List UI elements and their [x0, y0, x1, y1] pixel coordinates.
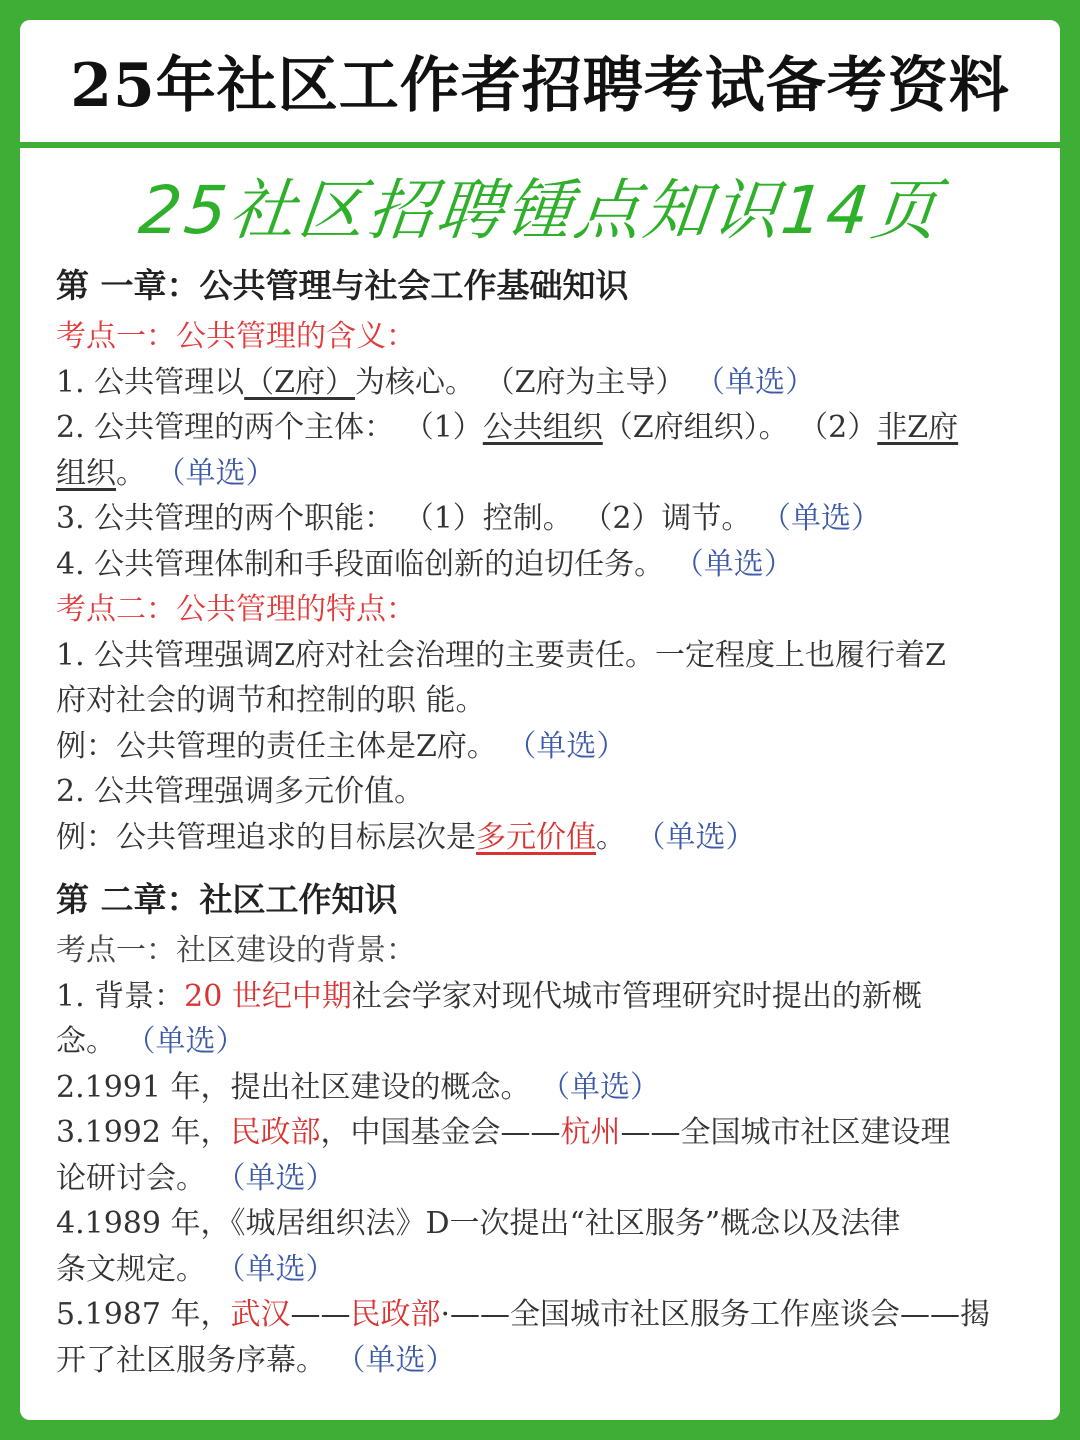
- text: 开了社区服务序幕。: [56, 1342, 326, 1378]
- page-title: 25年社区工作者招聘考试备考资料: [70, 51, 1010, 121]
- question-type-tag: （单选）: [760, 501, 881, 536]
- highlighted-term: 多元价值: [476, 819, 596, 855]
- question-type-tag: （单选）: [215, 1251, 336, 1287]
- text: 3. 公共管理的两个职能： （1）控制。 （2）调节。: [56, 501, 752, 536]
- text: 2. 公共管理的两个主体： （1）: [56, 410, 483, 445]
- chapter-1-line-1: [56, 360, 1024, 406]
- text: 条文规定。: [56, 1251, 206, 1287]
- chapter-1-line-2: [56, 405, 1024, 451]
- text: 例：公共管理的责任主体是Z府。: [56, 728, 497, 764]
- chapter-1-topic-1: 考点一：公共管理的含义：: [56, 319, 416, 354]
- chapter-1-line-9: 2. 公共管理强调多元价值。: [56, 774, 425, 809]
- underlined-text: 非Z府: [877, 410, 959, 445]
- text: 1. 公共管理以: [56, 364, 245, 400]
- chapter-1-line-5: [56, 542, 1024, 588]
- chapter-2-line-6: 4.1989 年，《城居组织法》D一次提出“社区服务”概念以及法律: [56, 1206, 901, 1241]
- chapter-1-topic-2: 考点二：公共管理的特点：: [56, 592, 416, 627]
- chapter-2-line-5: [56, 1156, 1024, 1202]
- title-bar: [20, 20, 1060, 148]
- chapter-2-line-1: [56, 974, 1024, 1020]
- text: 论研讨会。: [56, 1160, 206, 1196]
- chapter-2-line-8: [56, 1292, 1024, 1338]
- question-type-tag: （单选）: [506, 728, 627, 764]
- highlighted-term: 20 世纪中期: [184, 978, 352, 1014]
- text: 为核心。 （Z府为主导）: [355, 364, 686, 400]
- chapter-2-topic-1: 考点一：社区建设的背景：: [56, 933, 416, 968]
- chapter-1-line-4: [56, 496, 1024, 542]
- underlined-text: 公共组织: [482, 410, 603, 445]
- highlighted-term: 民政部: [350, 1297, 441, 1332]
- text: 。: [116, 455, 146, 491]
- chapter-2-title: 第 二章：社区工作知识: [56, 880, 398, 919]
- chapter-1-line-8: [56, 724, 1024, 770]
- chapter-2-line-2: [56, 1019, 1024, 1065]
- text: 社会学家对现代城市管理研究时提出的新概: [351, 978, 922, 1014]
- chapter-2-line-9: [56, 1338, 1024, 1384]
- question-type-tag: （单选）: [335, 1342, 456, 1378]
- question-type-tag: （单选）: [155, 455, 276, 491]
- chapter-2-line-7: [56, 1247, 1024, 1293]
- question-type-tag: （单选）: [125, 1024, 246, 1059]
- text: 例：公共管理追求的目标层次是: [56, 819, 476, 855]
- text: 4. 公共管理体制和手段面临创新的迫切任务。: [56, 546, 665, 582]
- chapter-1-line-7: 府对社会的调节和控制的职 能。: [56, 683, 486, 718]
- chapter-2-line-4: [56, 1110, 1024, 1156]
- text: 念。: [56, 1024, 116, 1059]
- document-content: [20, 258, 1060, 1383]
- chapter-2-line-3: [56, 1065, 1024, 1111]
- chapter-1-title: 第 一章：公共管理与社会工作基础知识: [56, 266, 629, 305]
- handwritten-subtitle: 25社区招聘锺点知识14页: [135, 172, 945, 249]
- question-type-tag: （单选）: [673, 546, 794, 582]
- underlined-text: （Z府）: [244, 364, 356, 400]
- text: 。: [596, 819, 626, 855]
- underlined-text: 组织: [56, 455, 116, 491]
- highlighted-term: 民政部: [230, 1115, 321, 1150]
- highlighted-term: 杭州: [560, 1115, 621, 1150]
- text: ——: [290, 1297, 351, 1332]
- text: 1. 背景：: [56, 978, 185, 1014]
- question-type-tag: （单选）: [540, 1069, 661, 1105]
- text: ，中国基金会——: [320, 1115, 561, 1150]
- text: 2.1991 年，提出社区建设的概念。: [56, 1069, 531, 1105]
- chapter-1-line-3: [56, 451, 1024, 497]
- text: 3.1992 年，: [56, 1115, 231, 1150]
- text: 5.1987 年，: [56, 1297, 231, 1332]
- chapter-1-line-6: 1. 公共管理强调Z府对社会治理的主要责任。一定程度上也履行着Z: [56, 637, 946, 673]
- chapter-1-line-10: [56, 815, 1024, 861]
- text: ·——全国城市社区服务工作座谈会——揭: [440, 1297, 991, 1332]
- question-type-tag: （单选）: [694, 364, 815, 400]
- question-type-tag: （单选）: [215, 1160, 336, 1196]
- question-type-tag: （单选）: [635, 819, 756, 855]
- text: ——全国城市社区建设理: [620, 1115, 951, 1150]
- highlighted-term: 武汉: [230, 1297, 291, 1332]
- document-card: [20, 20, 1060, 1420]
- text: （Z府组织）。 （2）: [602, 410, 878, 445]
